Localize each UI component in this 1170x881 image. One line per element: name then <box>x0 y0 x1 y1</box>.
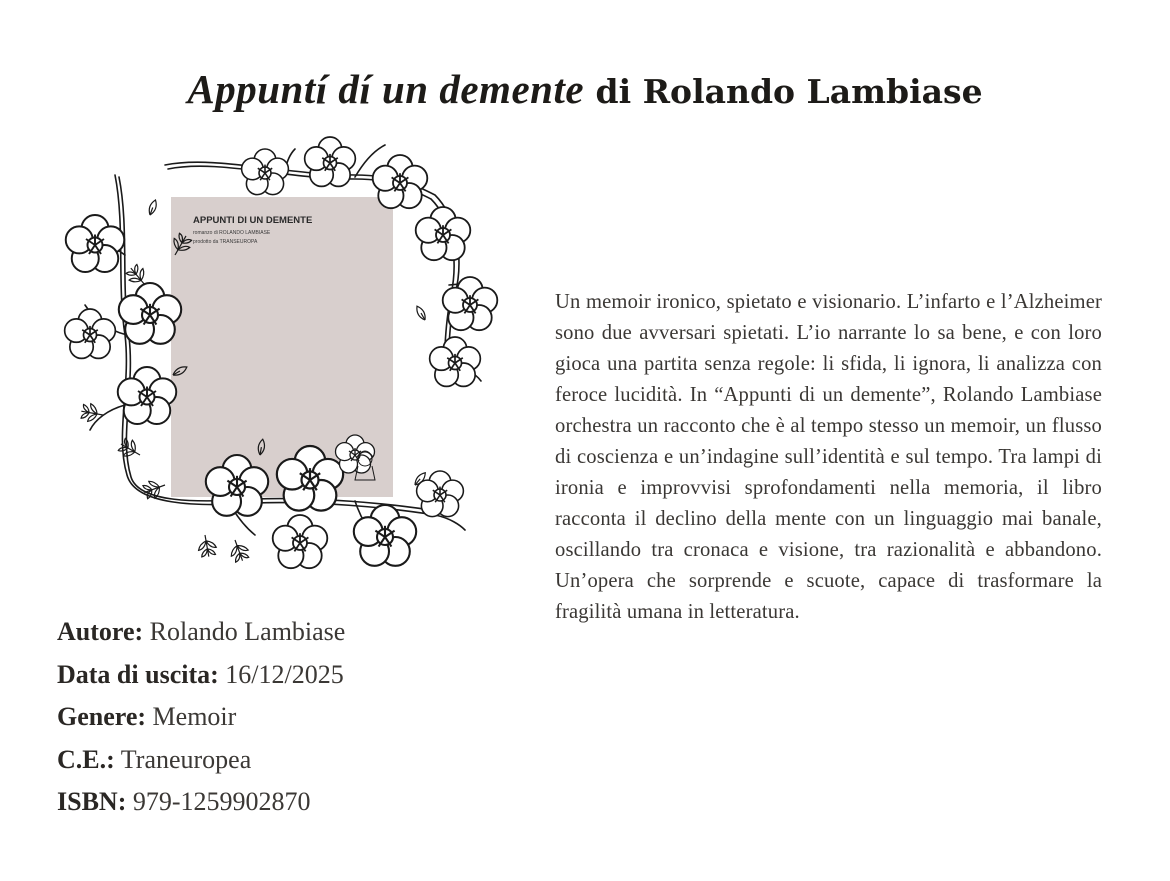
author-value: Rolando Lambiase <box>143 617 346 646</box>
cover-title: APPUNTI DI UN DEMENTE <box>193 215 313 226</box>
publisher-value: Traneuropea <box>114 744 252 774</box>
page-title-author: di Rolando Lambiase <box>584 71 983 111</box>
release-date-value: 16/12/2025 <box>218 659 344 689</box>
detail-publisher <box>57 739 497 782</box>
cover-svg <box>55 135 500 580</box>
isbn-label: ISBN: <box>57 787 127 816</box>
genre-value: Memoir <box>146 702 237 731</box>
book-details <box>57 611 497 824</box>
release-date-label: Data di uscita: <box>57 659 219 689</box>
isbn-value: 979-1259902870 <box>126 787 311 816</box>
detail-isbn <box>57 781 497 824</box>
book-cover-illustration <box>55 135 500 580</box>
detail-author <box>57 611 497 654</box>
page-title <box>0 63 1170 118</box>
genre-label: Genere: <box>57 702 147 731</box>
cover-publisher-line: prodotto da TRANSEUROPA <box>193 239 258 245</box>
publisher-label: C.E.: <box>57 744 115 774</box>
page-title-book-name: Appuntí dí un demente <box>187 65 585 112</box>
cover-author-line: romanzo di ROLANDO LAMBIASE <box>193 230 271 236</box>
detail-genre <box>57 696 497 739</box>
detail-release-date <box>57 654 497 697</box>
book-synopsis: Un memoir ironico, spietato e visionario. L’infarto e l’Alzheimer sono due avversari spietati. L’io narrante lo sa bene, e con loro gioca una partita senza regole: li sfida, li ignora, li analizza con feroce lucidità. In “Appunti di un demente”, Rolando Lambiase orchestra un racconto che è al tempo stesso un memoir, un flusso di coscienza e un’indagine sull’identità e sul tempo. Tra lampi di ironia e improvvisi sprofondamenti nella memoria, il libro racconta il declino della mente con un linguaggio mai banale, oscillando tra cronaca e visione, tra razionalità e abbandono. Un’opera che sorprende e scuote, capace di trasformare la fragilità umana in letteratura. <box>555 290 1102 623</box>
author-label: Autore: <box>57 617 144 646</box>
